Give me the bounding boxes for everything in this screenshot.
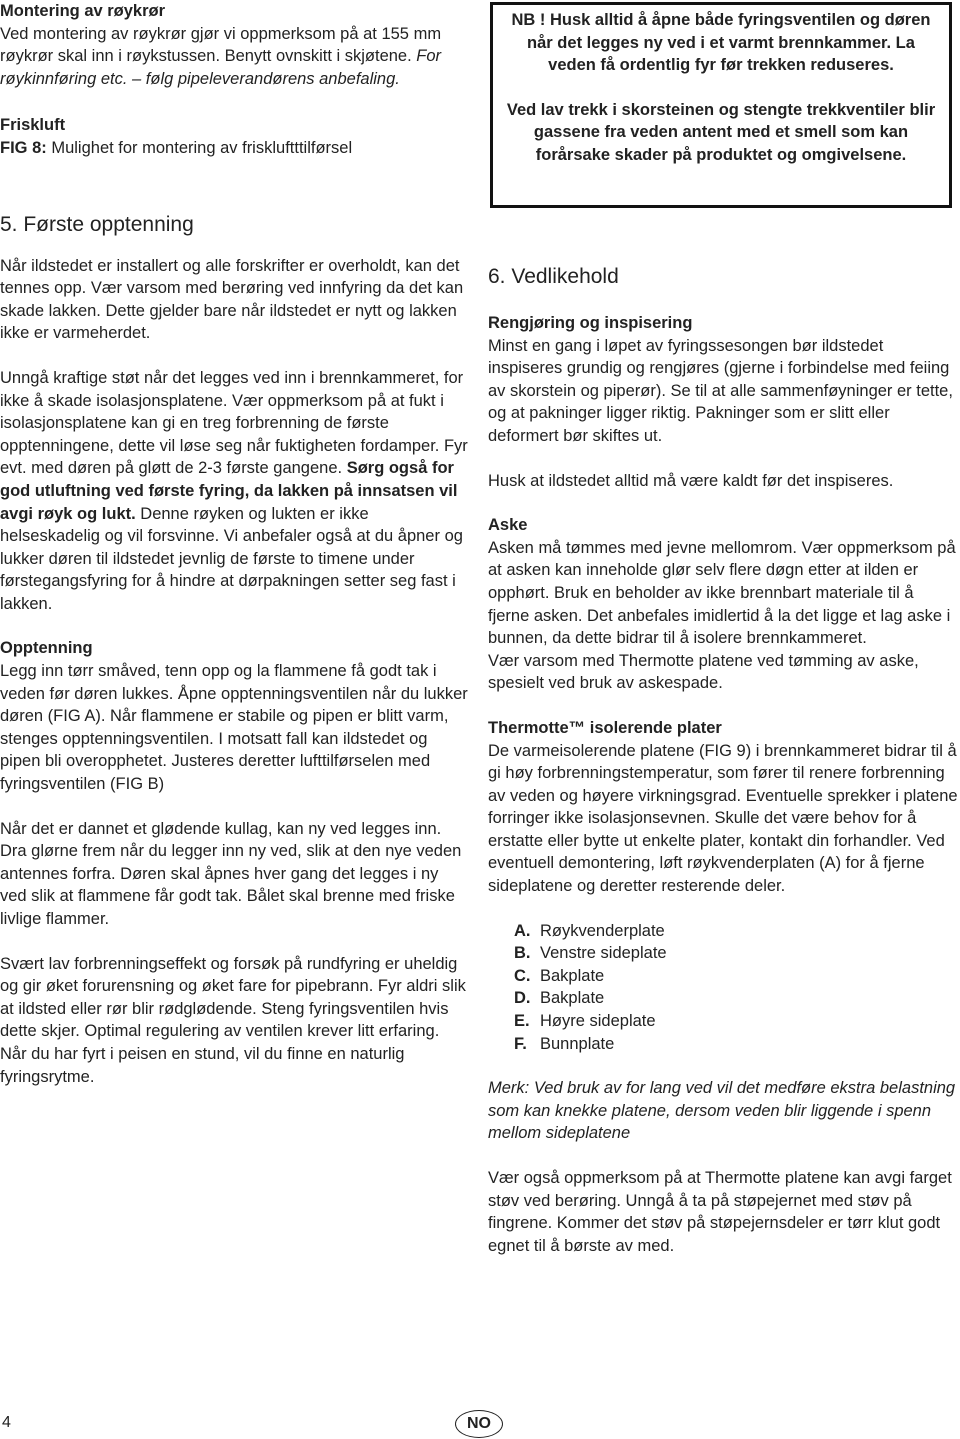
part-letter: E. — [514, 1012, 530, 1031]
paragraph-4: Når det er dannet et glødende kullag, kan ny ved legges inn. Dra glørne frem når du legger inn ny ved, slik at den nye veden antennes forfra. Døren skal åpnes hver gang det legges i ny ved slik at flammene får godt tak. Bålet skal brenne med friske livlige flammer. — [0, 819, 462, 928]
warning-line-1: NB ! Husk alltid å åpne både fyringsventilen og døren når det legges ny ved i et varmt brennkammer. La veden få ordentlig fyr før trekken reduseres. — [511, 11, 931, 75]
fig8-label: FIG 8: — [0, 138, 47, 157]
part-letter: D. — [514, 989, 531, 1008]
part-name: Høyre sideplate — [540, 1012, 656, 1031]
part-letter: B. — [514, 944, 531, 963]
language-badge: NO — [455, 1410, 503, 1438]
fig8-text: Mulighet for montering av friskluftttilførsel — [46, 138, 353, 157]
section6-title: 6. Vedlikehold — [488, 265, 619, 288]
aske-title: Aske — [488, 516, 528, 535]
warning-line-2: Ved lav trekk i skorsteinen og stengte trekkventiler blir gassene fra veden antent med et smell som kan forårsake skader på produktet og omgivelsene. — [506, 100, 936, 164]
part-name: Bakplate — [540, 989, 605, 1008]
list-item — [514, 942, 958, 965]
paragraph-3: Legg inn tørr småved, tenn opp og la flammene få godt tak i veden før døren lukkes. Åpne opptenningsventilen når du lukker døren (FIG A). Når flammene er stabile og pipen er blitt varm, stenges opptenningsventilen. I motsatt fall kan ildstedet og pipen bli overopphetet. Justeres deretter lufttilførselen med fyringsventilen (FIG B) — [0, 662, 468, 794]
part-name: Bunnplate — [540, 1034, 615, 1053]
paragraph-2-c: Denne røyken og lukten er ikke helseskadelig og vil forsvinne. Vi anbefaler også at du åpner og lukker døren til ildstedet jevnlig de første to timene under førstegangsfyring for å hindre at dørpakningen setter seg fast i lakken. — [0, 504, 463, 613]
paragraph-5: Svært lav forbrenningseffekt og forsøk på rundfyring er uheldig og gir øket forurensning og øket fare for pipebrann. Fyr aldri slik at ildsted eller rør blir rødglødende. Steng fyringsventilen hvis dette skjer. Optimal regulering av ventilen krever litt erfaring. Når du har fyrt i peisen en stund, vil du finne en naturlig fyringsrytme. — [0, 954, 466, 1086]
paragraph-2-bold: Sørg også for god utluftning ved første fyring, da lakken på innsatsen vil avgi røyk og lukt. — [0, 459, 458, 523]
right-paragraph-5: Vær også oppmerksom på at Thermotte platene kan avgi farget støv ved berøring. Unngå å ta på støpejernet med støv på fingrene. Kommer det støv på støpejernsdeler er tørr klut godt egnet til å børste av med. — [488, 1169, 952, 1255]
right-paragraph-1: Minst en gang i løpet av fyringssesongen bør ildstedet inspiseres grundig og rengjøres (gjerne i forbindelse med feiing av skorstein og piperør). Se til at alle sammenføyninger er tette, og at pakninger ligger riktig. Pakninger som er slitt eller deformert bør skiftes ut. — [488, 336, 953, 445]
montering-text-a: Ved montering av røykrør gjør vi oppmerksom på at 155 mm røykrør skal inn i røykstussen. Benytt ovnskitt i skjøtene. — [0, 24, 442, 66]
thermotte-title: Thermotte™ isolerende plater — [488, 718, 722, 737]
montering-text-b: For røykinnføring etc. – følg pipeleverandørens anbefaling. — [0, 47, 442, 88]
parts-list — [488, 920, 958, 1056]
right-paragraph-3: Asken må tømmes med jevne mellomrom. Vær oppmerksom på at asken kan inneholde glør selv flere døgn etter at ilden er opphørt. Bruk en beholder av ikke brennbart materiale til å fjerne asken. Det anbefales imidlertid å la det ligge et lag aske i bunnen, da dette bidrar til å isolere brennkammeret. — [488, 538, 956, 648]
rengjoring-title: Rengjøring og inspisering — [488, 314, 693, 332]
right-column — [488, 264, 958, 1257]
paragraph-1: Når ildstedet er installert og alle forskrifter er overholdt, kan det tennes opp. Vær varsom med berøring ved innfyring da det kan skade lakken. Dette gjelder bare når ildstedet er nytt og lakken ikke er varmeherdet. — [0, 256, 464, 343]
montering-text — [0, 23, 468, 91]
part-letter: A. — [514, 921, 531, 940]
list-item — [514, 920, 958, 943]
paragraph-2 — [0, 367, 468, 616]
left-column — [0, 0, 468, 1088]
montering-title: Montering av røykrør — [0, 2, 166, 20]
list-item — [514, 987, 958, 1010]
paragraph-2-a: Unngå kraftige støt når det legges ved inn i brennkammeret, for ikke å skade isolasjonsplatene. Vær oppmerksom på at fukt i isolasjonsplatene kan gi en treg forbrenning de første opptenningene, dette vil løse seg når fuktigheten fordamper. Fyr evt. med døren på gløtt de 2-3 første gangene. — [0, 368, 468, 478]
right-paragraph-3b: Vær varsom med Thermotte platene ved tømming av aske, spesielt ved bruk av askespade. — [488, 651, 919, 693]
list-item — [514, 1010, 958, 1033]
friskluft-title: Friskluft — [0, 116, 66, 135]
list-item — [514, 1033, 958, 1056]
opptenning-title: Opptenning — [0, 639, 93, 658]
part-letter: F. — [514, 1034, 527, 1053]
list-item — [514, 965, 958, 988]
section5-title: 5. Første opptenning — [0, 212, 194, 236]
part-name: Bakplate — [540, 966, 605, 985]
part-name: Venstre sideplate — [540, 944, 667, 963]
warning-box — [490, 2, 952, 208]
right-paragraph-2: Husk at ildstedet alltid må være kaldt før det inspiseres. — [488, 471, 894, 490]
right-paragraph-4: De varmeisolerende platene (FIG 9) i brennkammeret bidrar til å gi høy forbrenningstemperatur, som fører til renere forbrenning av veden og høyere virkningsgrad. Eventuelle sprekker i platene forringer ikke isolasjonsevnen. Skulle det være behov for å erstatte eller bytte ut enkelte plater, kontakt din forhandler. Ved eventuell demontering, løft røykvenderplaten (A) for å fjerne sideplatene og deretter resterende deler. — [488, 741, 958, 896]
part-name: Røykvenderplate — [540, 921, 665, 940]
part-letter: C. — [514, 966, 531, 985]
fig8-caption — [0, 137, 468, 160]
note: Merk: Ved bruk av for lang ved vil det medføre ekstra belastning som kan knekke platene, dersom veden blir liggende i spenn mellom sideplatene — [488, 1079, 956, 1143]
page-number: 4 — [2, 1414, 11, 1431]
